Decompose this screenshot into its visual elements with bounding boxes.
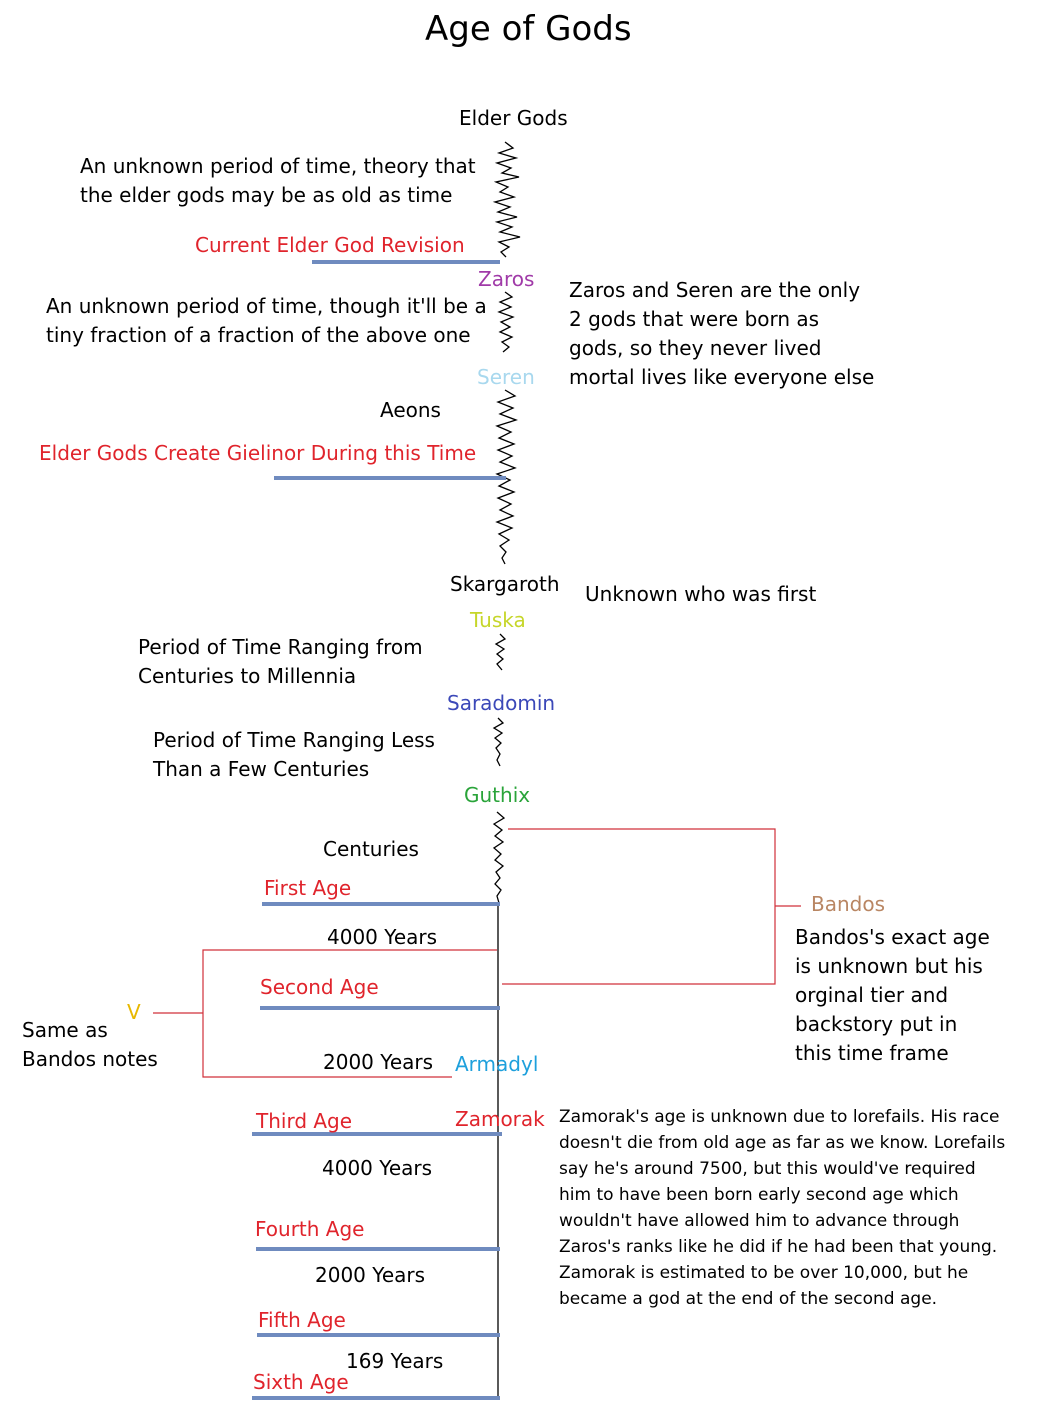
bandos-note-line1: Bandos's exact age [795, 925, 990, 949]
third-age-label: Third Age [256, 1109, 353, 1133]
god-label-armadyl: Armadyl [455, 1052, 539, 1076]
tuska-period-text-line2: Centuries to Millennia [138, 664, 357, 688]
saradomin-period-text-line2: Than a Few Centuries [153, 757, 370, 781]
elder-period-text-line2: the elder gods may be as old as time [80, 183, 453, 207]
fourth-age-label: Fourth Age [255, 1217, 365, 1241]
god-label-bandos: Bandos [811, 892, 886, 916]
fifth-age-duration: 169 Years [346, 1349, 444, 1373]
saradomin-period-text-line1: Period of Time Ranging Less [153, 728, 435, 752]
zaros-seren-note-line4: mortal lives like everyone else [569, 365, 875, 389]
zaros-seren-note-line3: gods, so they never lived [569, 336, 822, 360]
god-label-tuska: Tuska [470, 608, 526, 632]
god-label-skargaroth: Skargaroth [450, 572, 560, 596]
squiggle-saradomin-period [494, 718, 503, 766]
zamorak-note: Zamorak's age is unknown due to lorefails. His race doesn't die from old age as far as we know. Lorefails say he's around 7500, but this would've required him to have been born early second age which wouldn't have allowed him to advance through Zaros's ranks like he did if he had been that young. Zamorak is estimated to be over 10,000, but he became a god at the end of the second age. [559, 1107, 1006, 1309]
god-label-zaros: Zaros [478, 267, 535, 291]
squiggle-guthix-period [494, 812, 504, 903]
v-note-line2: Bandos notes [22, 1047, 158, 1071]
god-label-zamorak: Zamorak [455, 1107, 545, 1131]
fifth-age-label: Fifth Age [258, 1308, 346, 1332]
bandos-note-line5: this time frame [795, 1041, 949, 1065]
squiggle-tuska-period [496, 634, 505, 670]
tuska-period-text-line1: Period of Time Ranging from [138, 635, 423, 659]
god-label-elder-gods: Elder Gods [459, 106, 568, 130]
bandos-bracket [502, 829, 775, 984]
v-note-line1: Same as [22, 1018, 108, 1042]
zaros-period-text-line2: tiny fraction of a fraction of the above one [46, 323, 471, 347]
gielinor-creation-label: Elder Gods Create Gielinor During this Time [39, 441, 477, 465]
second-age-duration: 2000 Years [323, 1050, 434, 1074]
first-age-duration: 4000 Years [327, 925, 438, 949]
aeons-label: Aeons [380, 398, 441, 422]
page-title: Age of Gods [425, 9, 632, 49]
centuries-label: Centuries [323, 837, 419, 861]
squiggle-zaros-period [499, 292, 513, 352]
elder-revision-label: Current Elder God Revision [195, 233, 465, 257]
zaros-seren-note-line1: Zaros and Seren are the only [569, 278, 861, 302]
god-label-v: V [127, 1000, 141, 1024]
fourth-age-duration: 2000 Years [315, 1263, 426, 1287]
bandos-note-line4: backstory put in [795, 1012, 958, 1036]
first-age-label: First Age [264, 876, 352, 900]
elder-period-text-line1: An unknown period of time, theory that [80, 154, 476, 178]
second-age-label: Second Age [260, 975, 379, 999]
sixth-age-label: Sixth Age [253, 1370, 349, 1394]
unknown-first-note: Unknown who was first [585, 582, 817, 606]
third-age-duration: 4000 Years [322, 1156, 433, 1180]
zaros-seren-note-line2: 2 gods that were born as [569, 307, 820, 331]
god-label-guthix: Guthix [464, 783, 531, 807]
bandos-note-line2: is unknown but his [795, 954, 983, 978]
god-label-saradomin: Saradomin [447, 691, 556, 715]
bandos-note-line3: orginal tier and [795, 983, 949, 1007]
god-label-seren: Seren [477, 365, 535, 389]
squiggle-elder-period [495, 142, 520, 257]
zaros-period-text-line1: An unknown period of time, though it'll be a [46, 294, 487, 318]
